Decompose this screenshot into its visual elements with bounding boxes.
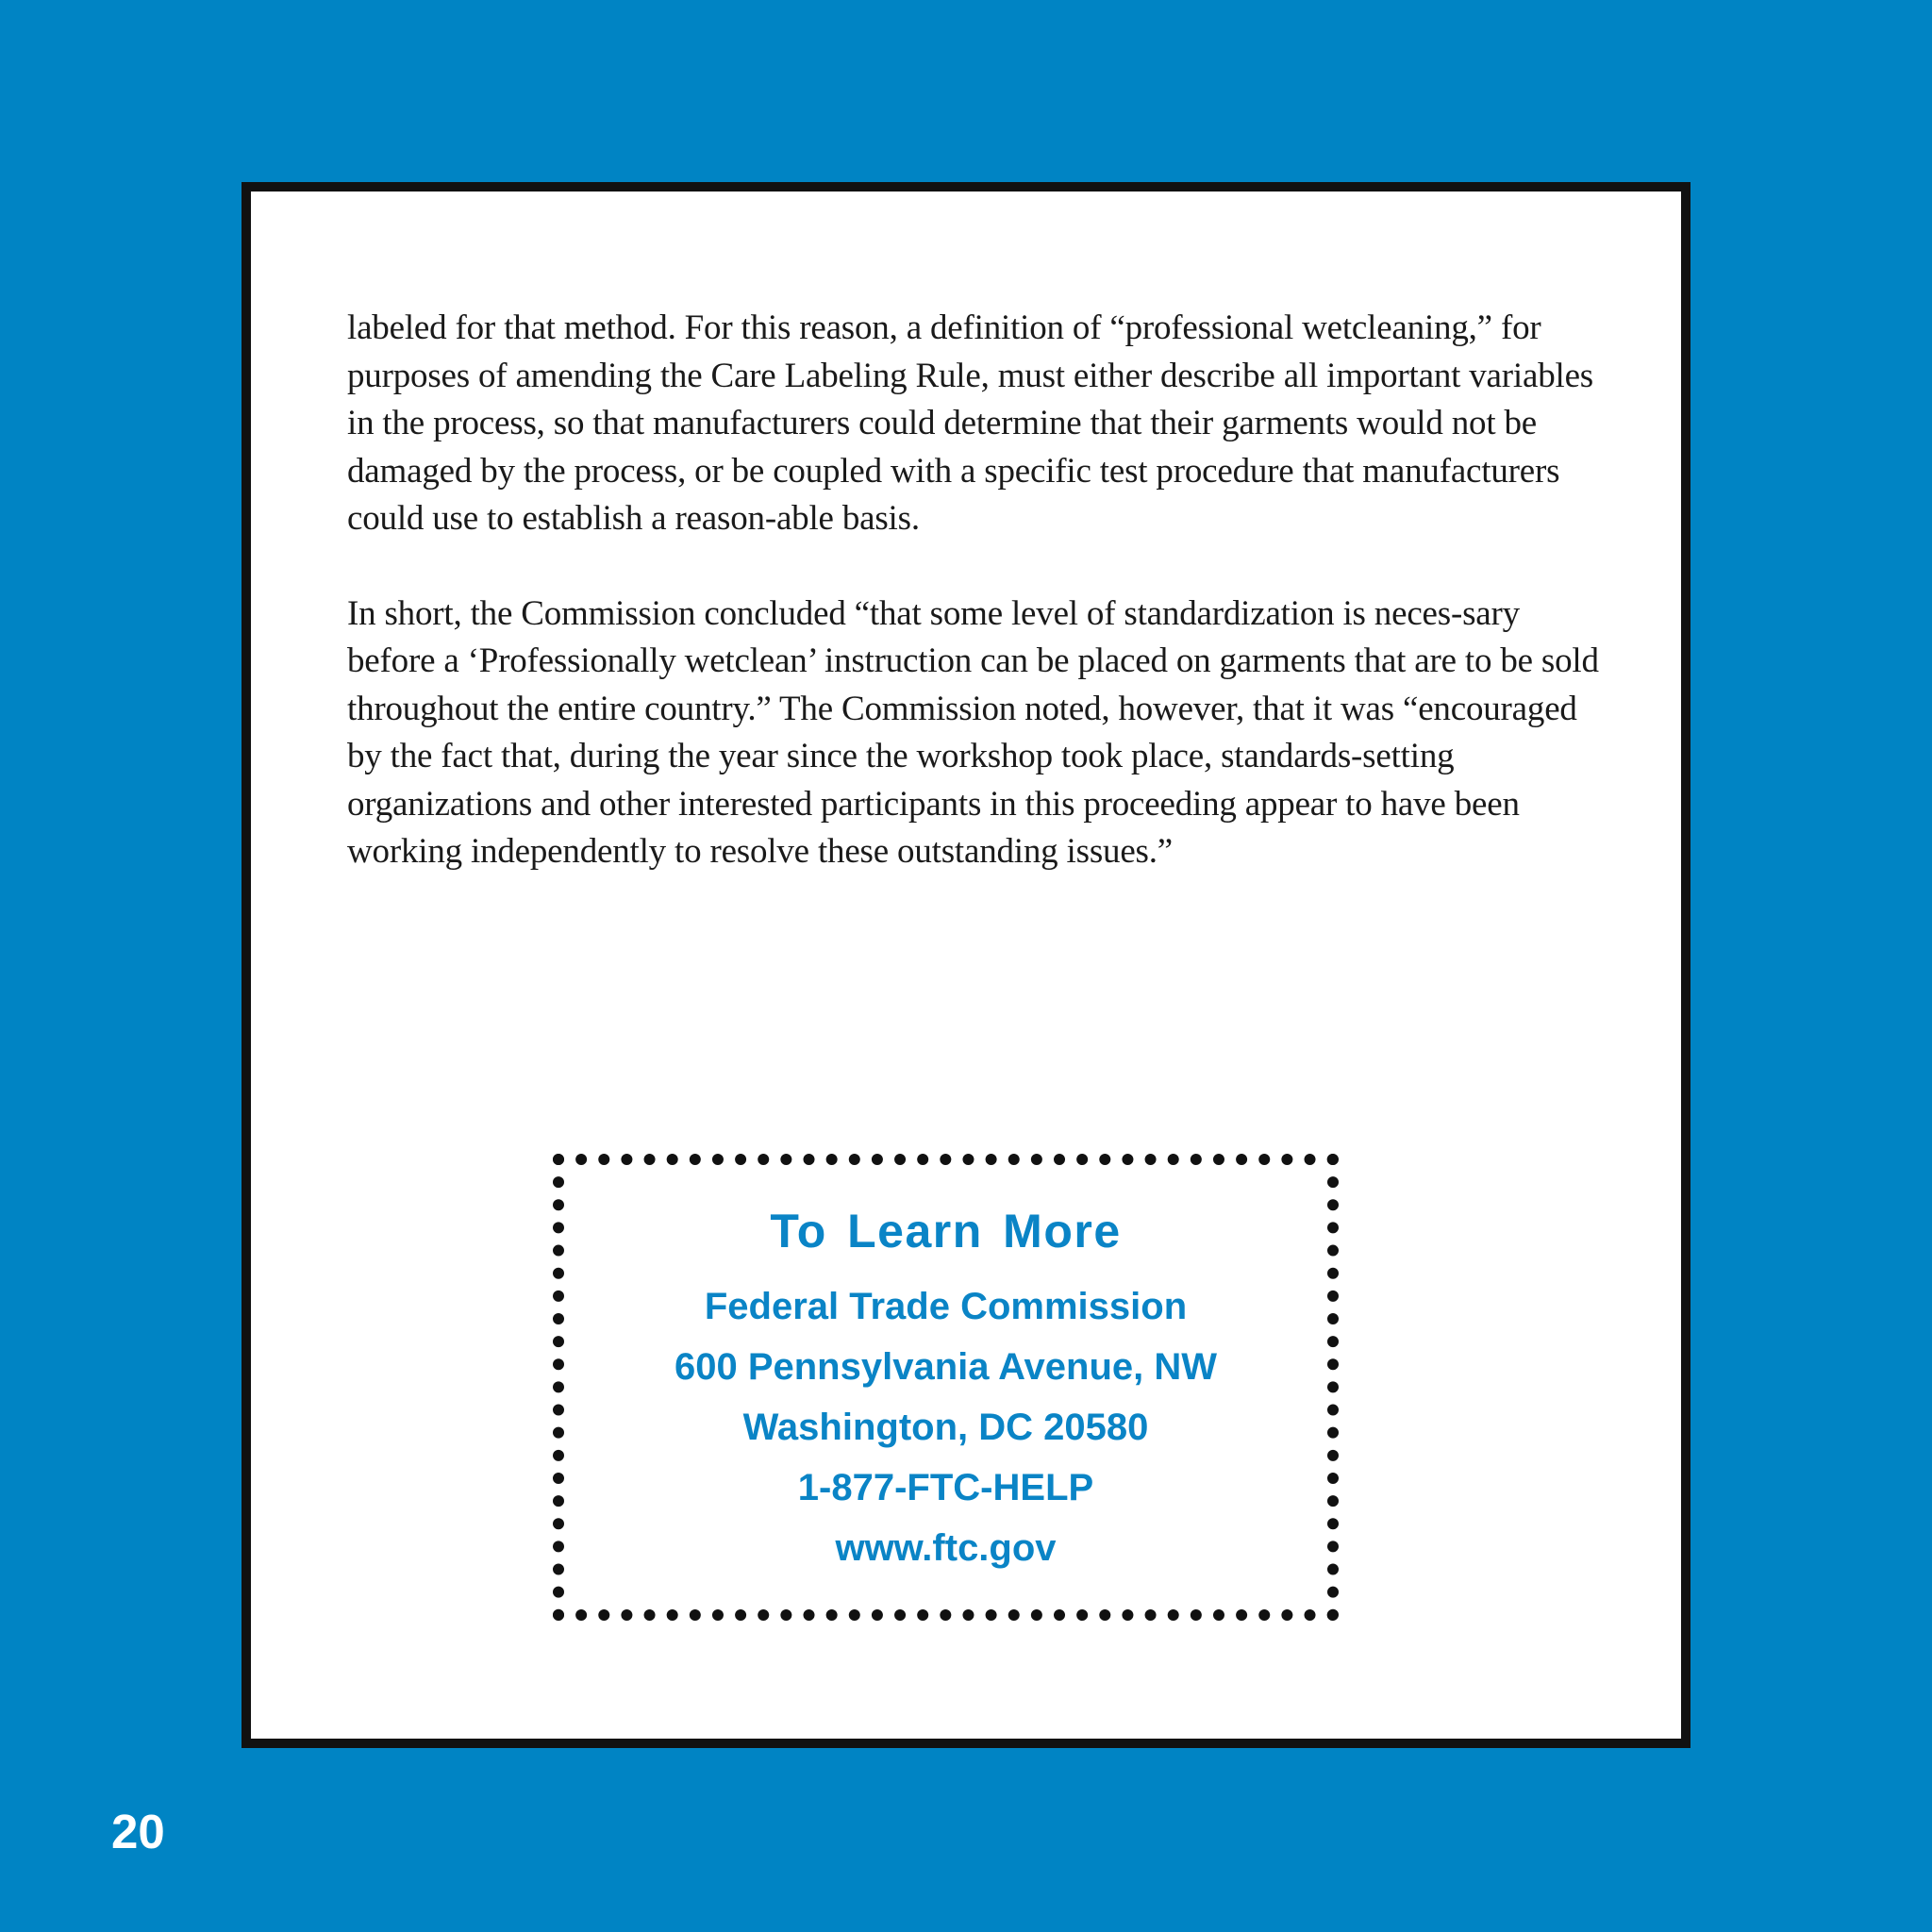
learn-more-box xyxy=(553,1154,1339,1621)
website-link[interactable]: www.ftc.gov xyxy=(835,1527,1057,1569)
body-text xyxy=(347,305,1616,924)
street-address: 600 Pennsylvania Avenue, NW xyxy=(674,1346,1218,1388)
phone-number: 1-877-FTC-HELP xyxy=(797,1467,1094,1508)
learn-more-title: To Learn More xyxy=(770,1205,1122,1257)
city-state-zip: Washington, DC 20580 xyxy=(742,1407,1149,1448)
paragraph-1: labeled for that method. For this reason, a definition of “professional wetcleaning,” for purposes of amending the Care Labeling Rule, must either describe all important variables in the process, so that manufacturers could determine that their garments would not be damaged by the process, or be coupled with a specific test procedure that manufacturers could use to establish a reason-able basis. xyxy=(347,308,1593,538)
page-number: 20 xyxy=(111,1805,165,1858)
paragraph-2: In short, the Commission concluded “that some level of standardization is neces-sary before a ‘Professionally wetclean’ instruction can be placed on garments that are to be sold throughout the entire country.” The Commission noted, however, that it was “encouraged by the fact that, during the year since the workshop took place, standards-setting organizations and other interested participants in this proceeding appear to have been working independently to resolve these outstanding issues.” xyxy=(347,593,1599,871)
organization-name: Federal Trade Commission xyxy=(704,1286,1188,1327)
content-panel xyxy=(242,182,1690,1748)
contact-info xyxy=(564,1276,1327,1578)
